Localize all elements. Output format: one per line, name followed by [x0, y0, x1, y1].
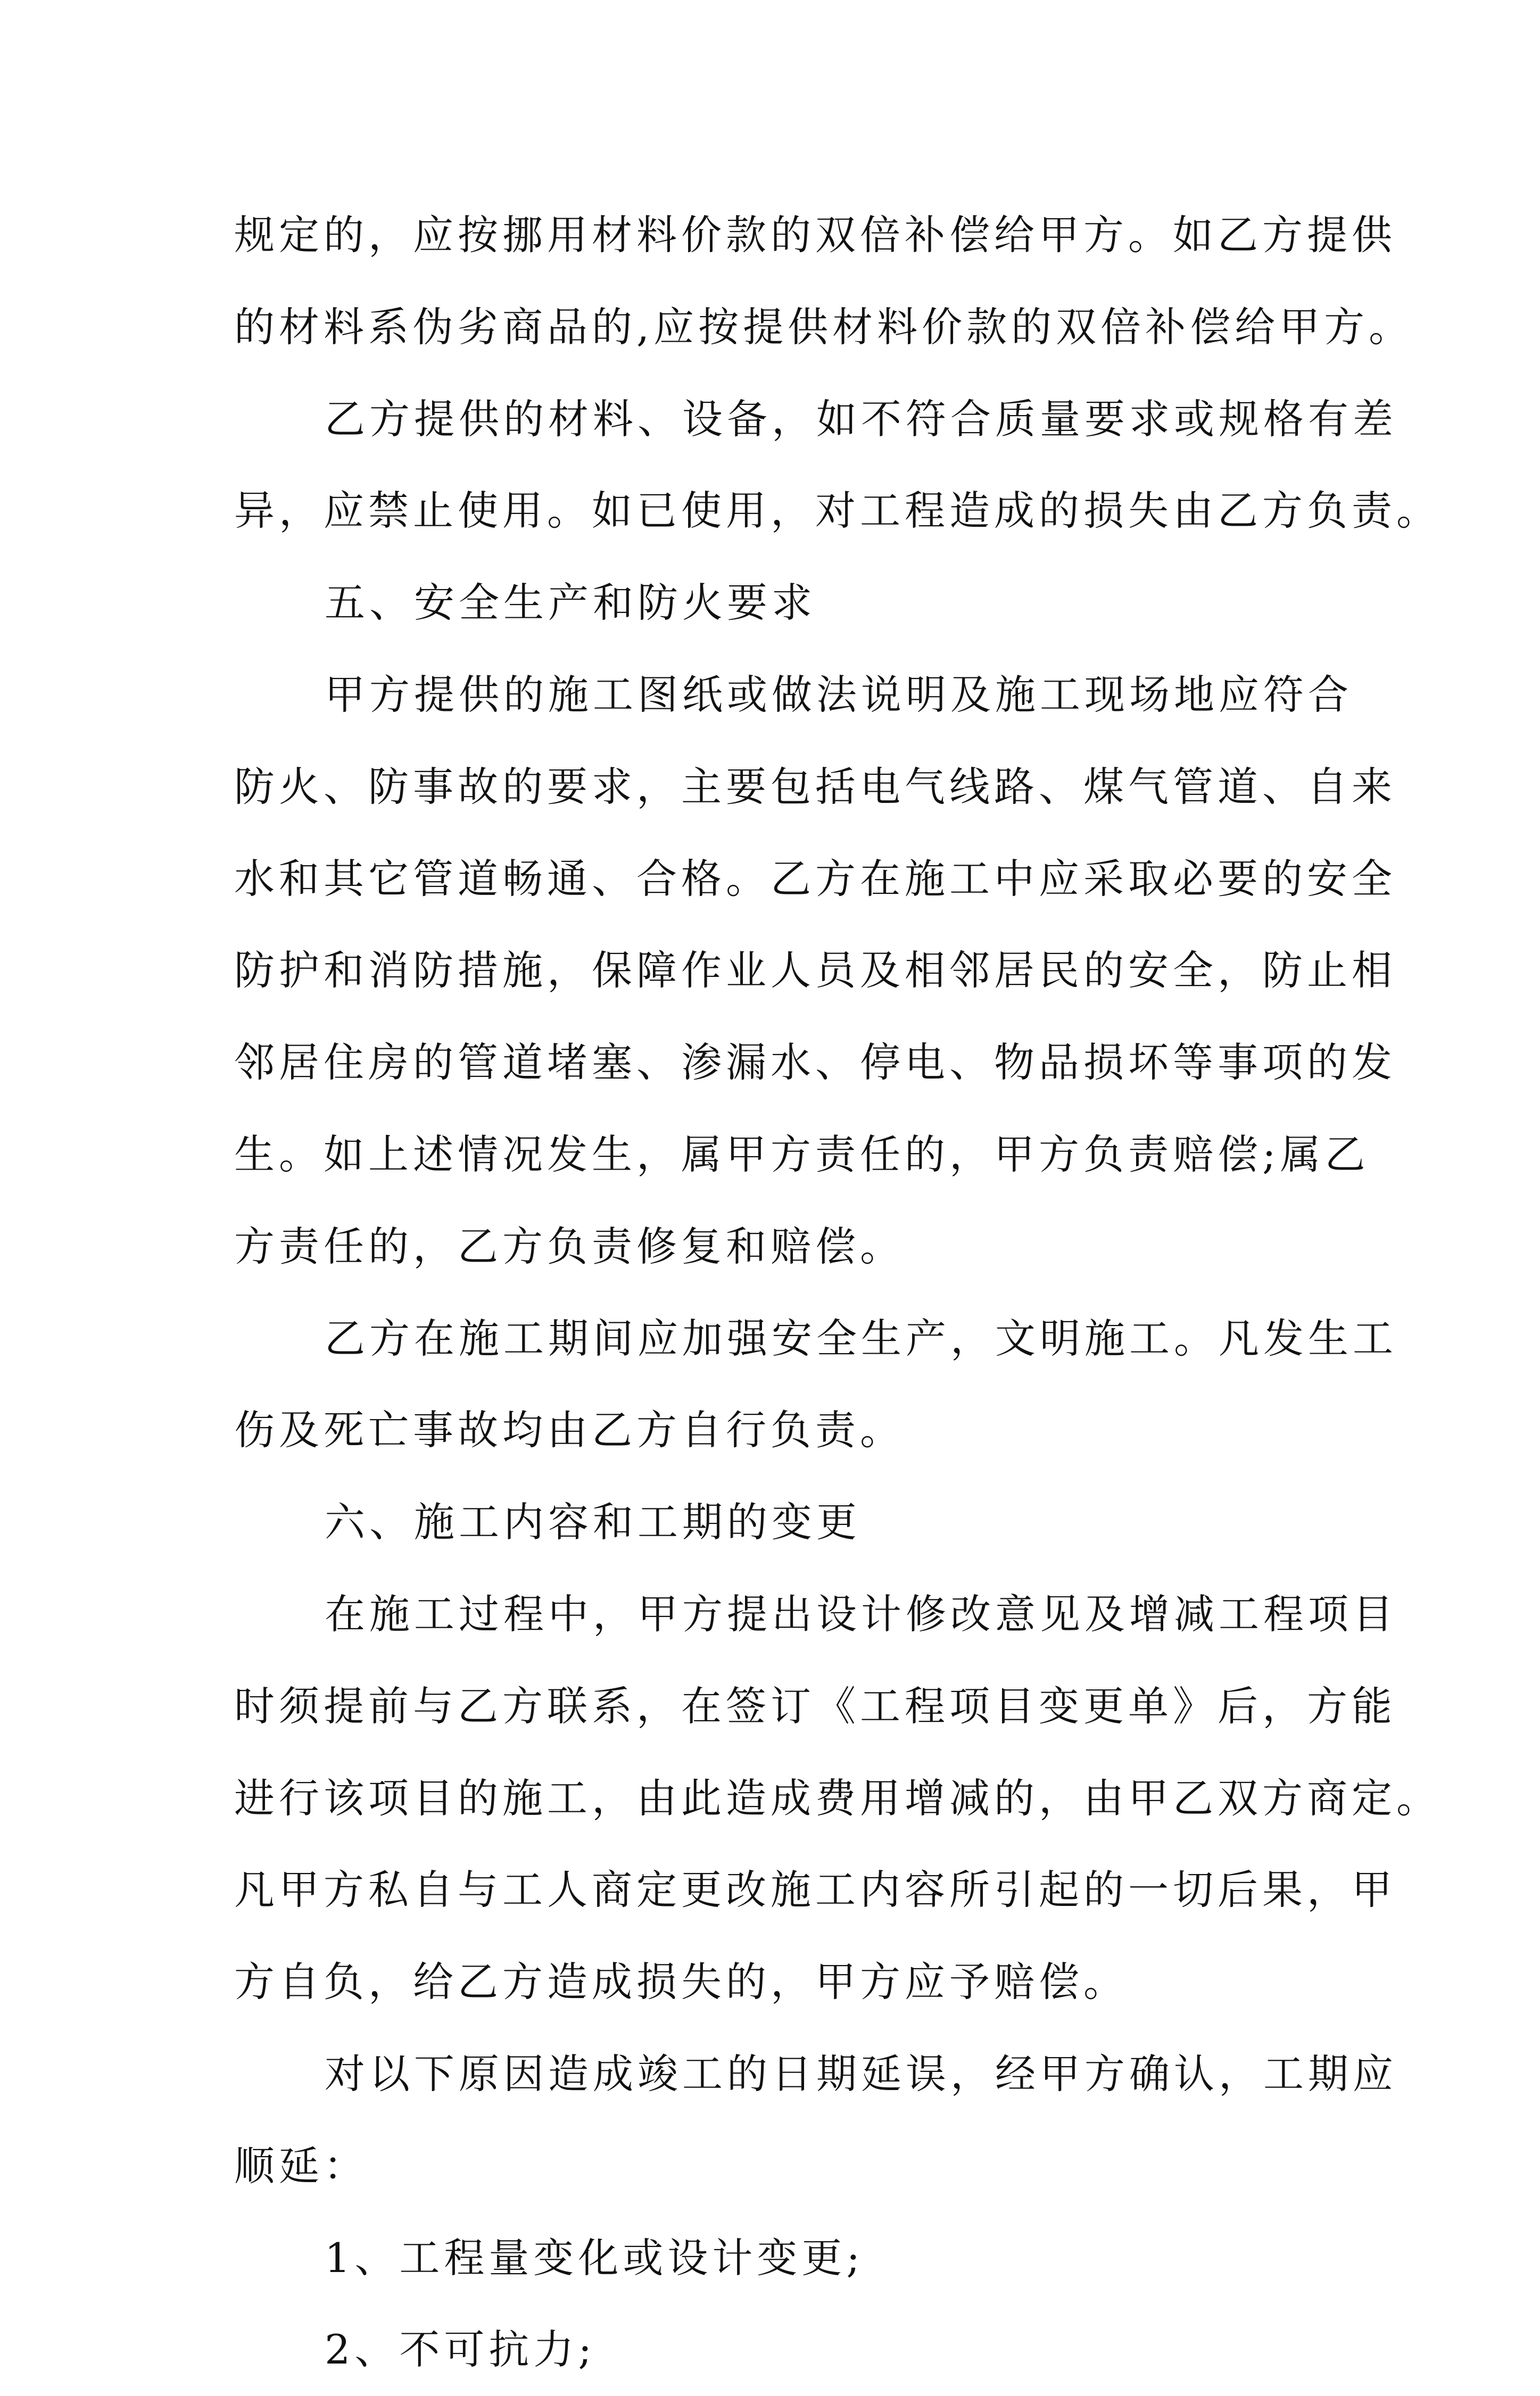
text-line: 的材料系伪劣商品的,应按提供材料价款的双倍补偿给甲方。: [234, 303, 1414, 351]
text-line: 防护和消防措施，保障作业人员及相邻居民的安全，防止相: [234, 947, 1396, 994]
text-line: 凡甲方私自与工人商定更改施工内容所引起的一切后果，甲: [234, 1866, 1396, 1914]
paragraph-start-line: 乙方提供的材料、设备，如不符合质量要求或规格有差: [325, 395, 1397, 443]
section-heading: 五、安全生产和防火要求: [325, 579, 816, 627]
text-line: 顺延：: [234, 2142, 368, 2190]
text-line: 规定的，应按挪用材料价款的双倍补偿给甲方。如乙方提供: [234, 211, 1396, 259]
document-body: [234, 189, 1441, 2396]
text-line: 水和其它管道畅通、合格。乙方在施工中应采取必要的安全: [234, 855, 1396, 902]
section-heading: 六、施工内容和工期的变更: [325, 1498, 861, 1546]
text-line: 防火、防事故的要求，主要包括电气线路、煤气管道、自来: [234, 762, 1396, 810]
text-line: 时须提前与乙方联系，在签订《工程项目变更单》后，方能: [234, 1682, 1396, 1730]
text-line: 异，应禁止使用。如已使用，对工程造成的损失由乙方负责。: [234, 487, 1441, 535]
paragraph-start-line: 乙方在施工期间应加强安全生产，文明施工。凡发生工: [325, 1314, 1397, 1362]
text-line: 生。如上述情况发生，属甲方责任的，甲方负责赔偿;属乙: [234, 1130, 1370, 1178]
paragraph-start-line: 在施工过程中，甲方提出设计修改意见及增减工程项目: [325, 1590, 1397, 1638]
text-line: 进行该项目的施工，由此造成费用增减的，由甲乙双方商定。: [234, 1774, 1441, 1822]
text-line: 方责任的，乙方负责修复和赔偿。: [234, 1222, 905, 1270]
text-line: 方自负，给乙方造成损失的，甲方应予赔偿。: [234, 1958, 1128, 2006]
paragraph-start-line: 对以下原因造成竣工的日期延误，经甲方确认，工期应: [325, 2050, 1397, 2097]
text-line: 邻居住房的管道堵塞、渗漏水、停电、物品损坏等事项的发: [234, 1039, 1396, 1087]
paragraph-start-line: 甲方提供的施工图纸或做法说明及施工现场地应符合: [325, 670, 1353, 718]
text-line: 伤及死亡事故均由乙方自行负责。: [234, 1406, 905, 1454]
list-item: 1、工程量变化或设计变更;: [325, 2234, 864, 2282]
list-item: 2、不可抗力;: [325, 2326, 596, 2374]
